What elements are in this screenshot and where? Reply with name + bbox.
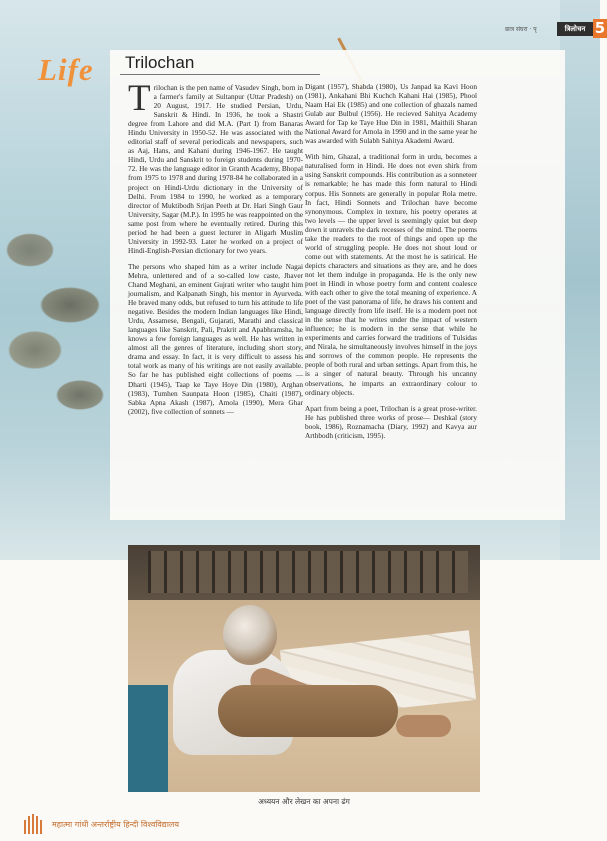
drop-cap: T: [128, 78, 151, 119]
photo-poet-writing: [128, 545, 480, 792]
paragraph-text: rilochan is the pen name of Vasudev Singh, born in a farmer's family at Sultanpur (Uttar Pradesh) on 20 August, 1917. He studied Persian, Urdu, Sanskrit & Hindi. In 1936, he took a Shastri degree from Lahore and did M.A. (Part I) from Banaras Hindu University in 1950-52. He was associated with the editorial staff of several periodicals and newspapers, such as Aaj, Hans, and Kahani during 1946-1967. He taught Hindi, Urdu and Sanskrit to foreign students during 1970-72. He was the language editor in Granth Academy, Bhopal from 1975 to 1978 and during 1978-84 he collaborated in a project on Hindi-Urdu dictionary in the University of Delhi. From 1984 to 1990, he worked as a temporary director of Muktibodh Srijan Peeth at Dr. Hari Singh Gaur University, Sagar (M.P.). In 1995 he was reappointed on the same post from where he eventually retired. During this period he had been a guest lecturer in Aligarh Muslim University in 1992-93. Later he worked on a project of Hindi-English-Persian dictionary for two years.: [128, 83, 303, 255]
university-name: महात्मा गांधी अन्तर्राष्ट्रीय हिन्दी विश्वविद्यालय: [52, 820, 179, 829]
paragraph: Digant (1957), Shabda (1980), Us Janpad ka Kavi Hoon (1981), Ankahani Bhi Kuchch Kahani Hai (1985), Phool Naam Hai Ek (1985) and one collection of ghazals named Gulab aur Bulbul (1956). He recieved Sahitya Academy Award for Tap ke Taye Hue Din in 1981, Maithili Sharan National Award for Amola in 1990 and in the same year he was awarded with Sulabh Sahitya Akademi Award.: [305, 82, 477, 146]
paragraph: [128, 78, 303, 255]
running-header-badge: त्रिलोचन: [557, 22, 593, 36]
page-footer: [0, 812, 600, 841]
article-column-left: [128, 78, 303, 423]
photo-figure-head: [223, 605, 277, 665]
section-tag: Life: [38, 52, 94, 87]
university-logo-icon: [22, 814, 44, 836]
background-water-right: [560, 0, 600, 560]
running-header: [505, 19, 606, 40]
article-column-right: [305, 82, 477, 447]
page-title: Trilochan: [125, 53, 195, 72]
title-divider: [120, 74, 320, 75]
paragraph: The persons who shaped him as a writer include Nagai Mehra, unlettered and of a so-called low caste, Jhaver Chand Meghani, an eminent Gujrati writer who taught him journalism, and Kalpanath Singh, his mentor in Ayurveda. He braved many odds, but refused to turn his attitude to life negative. Besides the modern Indian languages like Hindi, Urdu, Assamese, Bengali, Gujarati, Marathi and classical languages like Sanskrit, Pali, Prakrit and Apabhramsha, he knows a few foreign languages as well. He has written in almost all the genres of literature, including short story, drama and essay. In fact, it is very difficult to assess his total work as many of his writings are not easily available. So far he has published eight collections of poems — Dharti (1945), Taap ke Taye Hoye Din (1980), Arghan (1983), Tumhen Saunpata Hoon (1985), Chaiti (1987), Sabka Apna Akash (1987), Amola (1990), Mera Ghar (2002), five collection of sonnets —: [128, 261, 303, 416]
photo-figure-foot: [396, 715, 451, 737]
paragraph: Apart from being a poet, Trilochan is a great prose-writer. He has published three works of prose— Deshkal (story book, 1986), Roznamacha (Diary, 1992) and Kavya aur Arthbodh (criticism, 1995).: [305, 403, 477, 440]
photo-caption: अध्ययन और लेखन का अपना ढंग: [258, 797, 350, 806]
photo-figure-legs: [218, 685, 398, 737]
paragraph: With him, Ghazal, a traditional form in urdu, becomes a naturalised form in Hindi. He does not even shirk from using Sanskrit compounds. His contribution as a sonneteer is remarkable; he has made this form natural to Hindi corpus. His Sonnets are generally in popular Rola metre. In fact, Hindi Sonnets and Trilochan have become synonymous. Complex in texture, his poetry operates at two levels — the upper level is seemingly quiet but deep down it unravels the dark recesses of the mind. The poems take the readers to the root of things and open up the world of struggling people. He does not shout loud or come out with statements. At the most he is satirical. He depicts characters and situations as they are, and he does not let them indulge in propaganda. He is the only new poet in Hindi in whose poetry form and content coalesce with each other to give the total meaning of experience. A poet of the vast panorama of life, he draws his content and language directly from life itself. He is a modern poet not in the sense that he writes under the impact of western influence; he is modern in the sense that while he experiments and carries forward the traditions of Tulsidas and Nirala, he simultaneously involves himself in the joys and sorrows of the common people. He represents the people of both rural and urban settings. Apart from this, he is a singer of natural beauty. Through his uncanny observations, he imparts an extraordinary colour to ordinary objects.: [305, 152, 477, 397]
background-rocks: [0, 210, 110, 420]
photo-window-grille: [148, 551, 468, 593]
running-header-meta: छात्र संघरा · पृ: [505, 26, 537, 33]
page-number: 5: [594, 19, 606, 37]
